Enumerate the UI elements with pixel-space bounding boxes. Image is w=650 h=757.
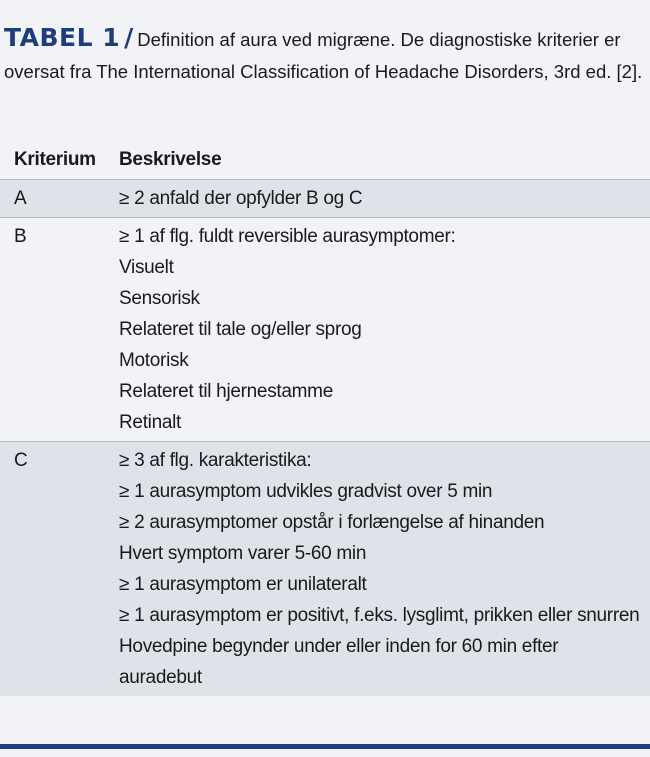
description-line: Visuelt: [119, 257, 174, 278]
table-header-row: [0, 141, 650, 180]
description-line: ≥ 3 af flg. karakteristika:: [119, 450, 312, 471]
caption-text: Definition af aura ved migræne. De diagnostiske kriterier er oversat fra The International Classification of Headache Disorders, 3rd ed. [2].: [4, 29, 643, 82]
description-line: ≥ 1 aurasymptom er unilateralt: [119, 574, 367, 595]
criterion-label: A: [14, 188, 27, 209]
criterion-cell: [0, 218, 119, 442]
table-row: [0, 180, 650, 218]
table-label: TABEL 1: [4, 23, 121, 52]
table-body: [0, 180, 650, 697]
table-caption: [4, 22, 644, 88]
table-row: [0, 442, 650, 697]
description-line: ≥ 2 anfald der opfylder B og C: [119, 188, 363, 209]
footer-rule: [0, 744, 650, 749]
description-line: ≥ 1 aurasymptom udvikles gradvist over 5 min: [119, 481, 493, 502]
description-line: Sensorisk: [119, 288, 200, 309]
description-line: Motorisk: [119, 350, 189, 371]
description-line: ≥ 2 aurasymptomer opstår i forlængelse af hinanden: [119, 512, 545, 533]
caption-slash: /: [124, 23, 134, 52]
criterion-cell: [0, 180, 119, 218]
header-criterion: Kriterium: [14, 149, 96, 170]
criterion-label: C: [14, 450, 28, 471]
description-cell: [119, 442, 650, 697]
description-line: Hovedpine begynder under eller inden for 60 min efter auradebut: [119, 636, 559, 688]
description-cell: [119, 180, 650, 218]
description-line: Retinalt: [119, 412, 182, 433]
criterion-label: B: [14, 226, 27, 247]
criterion-cell: [0, 442, 119, 697]
description-line: ≥ 1 aurasymptom er positivt, f.eks. lysglimt, prikken eller snurren: [119, 605, 640, 626]
criteria-table: [0, 141, 650, 696]
description-cell: [119, 218, 650, 442]
description-line: Relateret til hjernestamme: [119, 381, 333, 402]
description-line: Relateret til tale og/eller sprog: [119, 319, 362, 340]
description-line: Hvert symptom varer 5-60 min: [119, 543, 367, 564]
description-line: ≥ 1 af flg. fuldt reversible aurasymptomer:: [119, 226, 456, 247]
table-row: [0, 218, 650, 442]
header-description: Beskrivelse: [119, 149, 222, 170]
